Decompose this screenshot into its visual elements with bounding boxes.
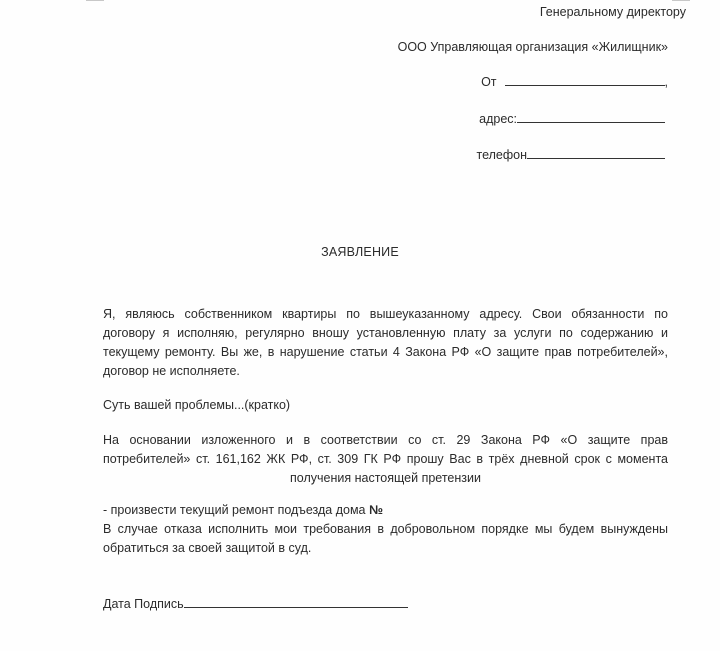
intro-line-2: договору я исполняю, регулярно вношу установленную плату за услуги по содержанию и (103, 326, 668, 340)
refusal-line-2: обратиться за своей защитой в суд. (103, 541, 312, 555)
top-left-mark (86, 0, 104, 3)
from-trailing-comma: , (664, 75, 668, 89)
basis-line-2: потребителей» ст. 161,162 ЖК РФ, ст. 309 ГК РФ прошу Вас в трёх дневной срок с момента (103, 452, 668, 466)
problem-paragraph (103, 396, 668, 415)
basis-line-3: получения настоящей претензии (290, 471, 481, 485)
recipient-title-text: Генеральному директору (539, 5, 686, 19)
problem-text: Суть вашей проблемы...(кратко) (103, 398, 291, 412)
document-title (0, 244, 720, 260)
address-blank-line (517, 111, 665, 123)
demand-line (103, 501, 668, 520)
demand-text: - произвести текущий ремонт подъезда дома (103, 503, 369, 517)
organization-text: ООО Управляющая организация «Жилищник» (397, 40, 668, 54)
number-sign: № (368, 503, 383, 517)
phone-label: телефон (476, 148, 527, 162)
date-signature-label: Дата Подпись (103, 597, 184, 611)
basis-paragraph (103, 431, 668, 488)
basis-line-1: На основании изложенного и в соответствии со ст. 29 Закона РФ «О защите прав (103, 433, 668, 447)
phone-field (476, 147, 665, 163)
phone-blank-line (527, 147, 665, 159)
intro-line-1: Я, являюсь собственником квартиры по вышеуказанному адресу. Свои обязанности по (103, 307, 668, 321)
signature-blank-line (184, 594, 408, 608)
address-field (479, 111, 665, 127)
recipient-title (540, 4, 686, 20)
top-right-mark (672, 0, 690, 3)
date-signature-field (103, 594, 668, 614)
intro-line-4: договор не исполняете. (103, 364, 240, 378)
organization-name (398, 39, 668, 55)
document-title-text: ЗАЯВЛЕНИЕ (321, 245, 399, 259)
refusal-line-1: В случае отказа исполнить мои требования в добровольном порядке мы будем вынуждены (103, 522, 668, 536)
from-field (481, 74, 668, 90)
from-blank-line (505, 74, 665, 86)
intro-paragraph (103, 305, 668, 381)
date-signature-line (103, 594, 668, 614)
address-label: адрес: (479, 112, 517, 126)
demand-paragraph (103, 501, 668, 558)
intro-line-3: текущему ремонту. Вы же, в нарушение статьи 4 Закона РФ «О защите прав потребителей», (103, 345, 668, 359)
from-label: От (481, 75, 497, 89)
